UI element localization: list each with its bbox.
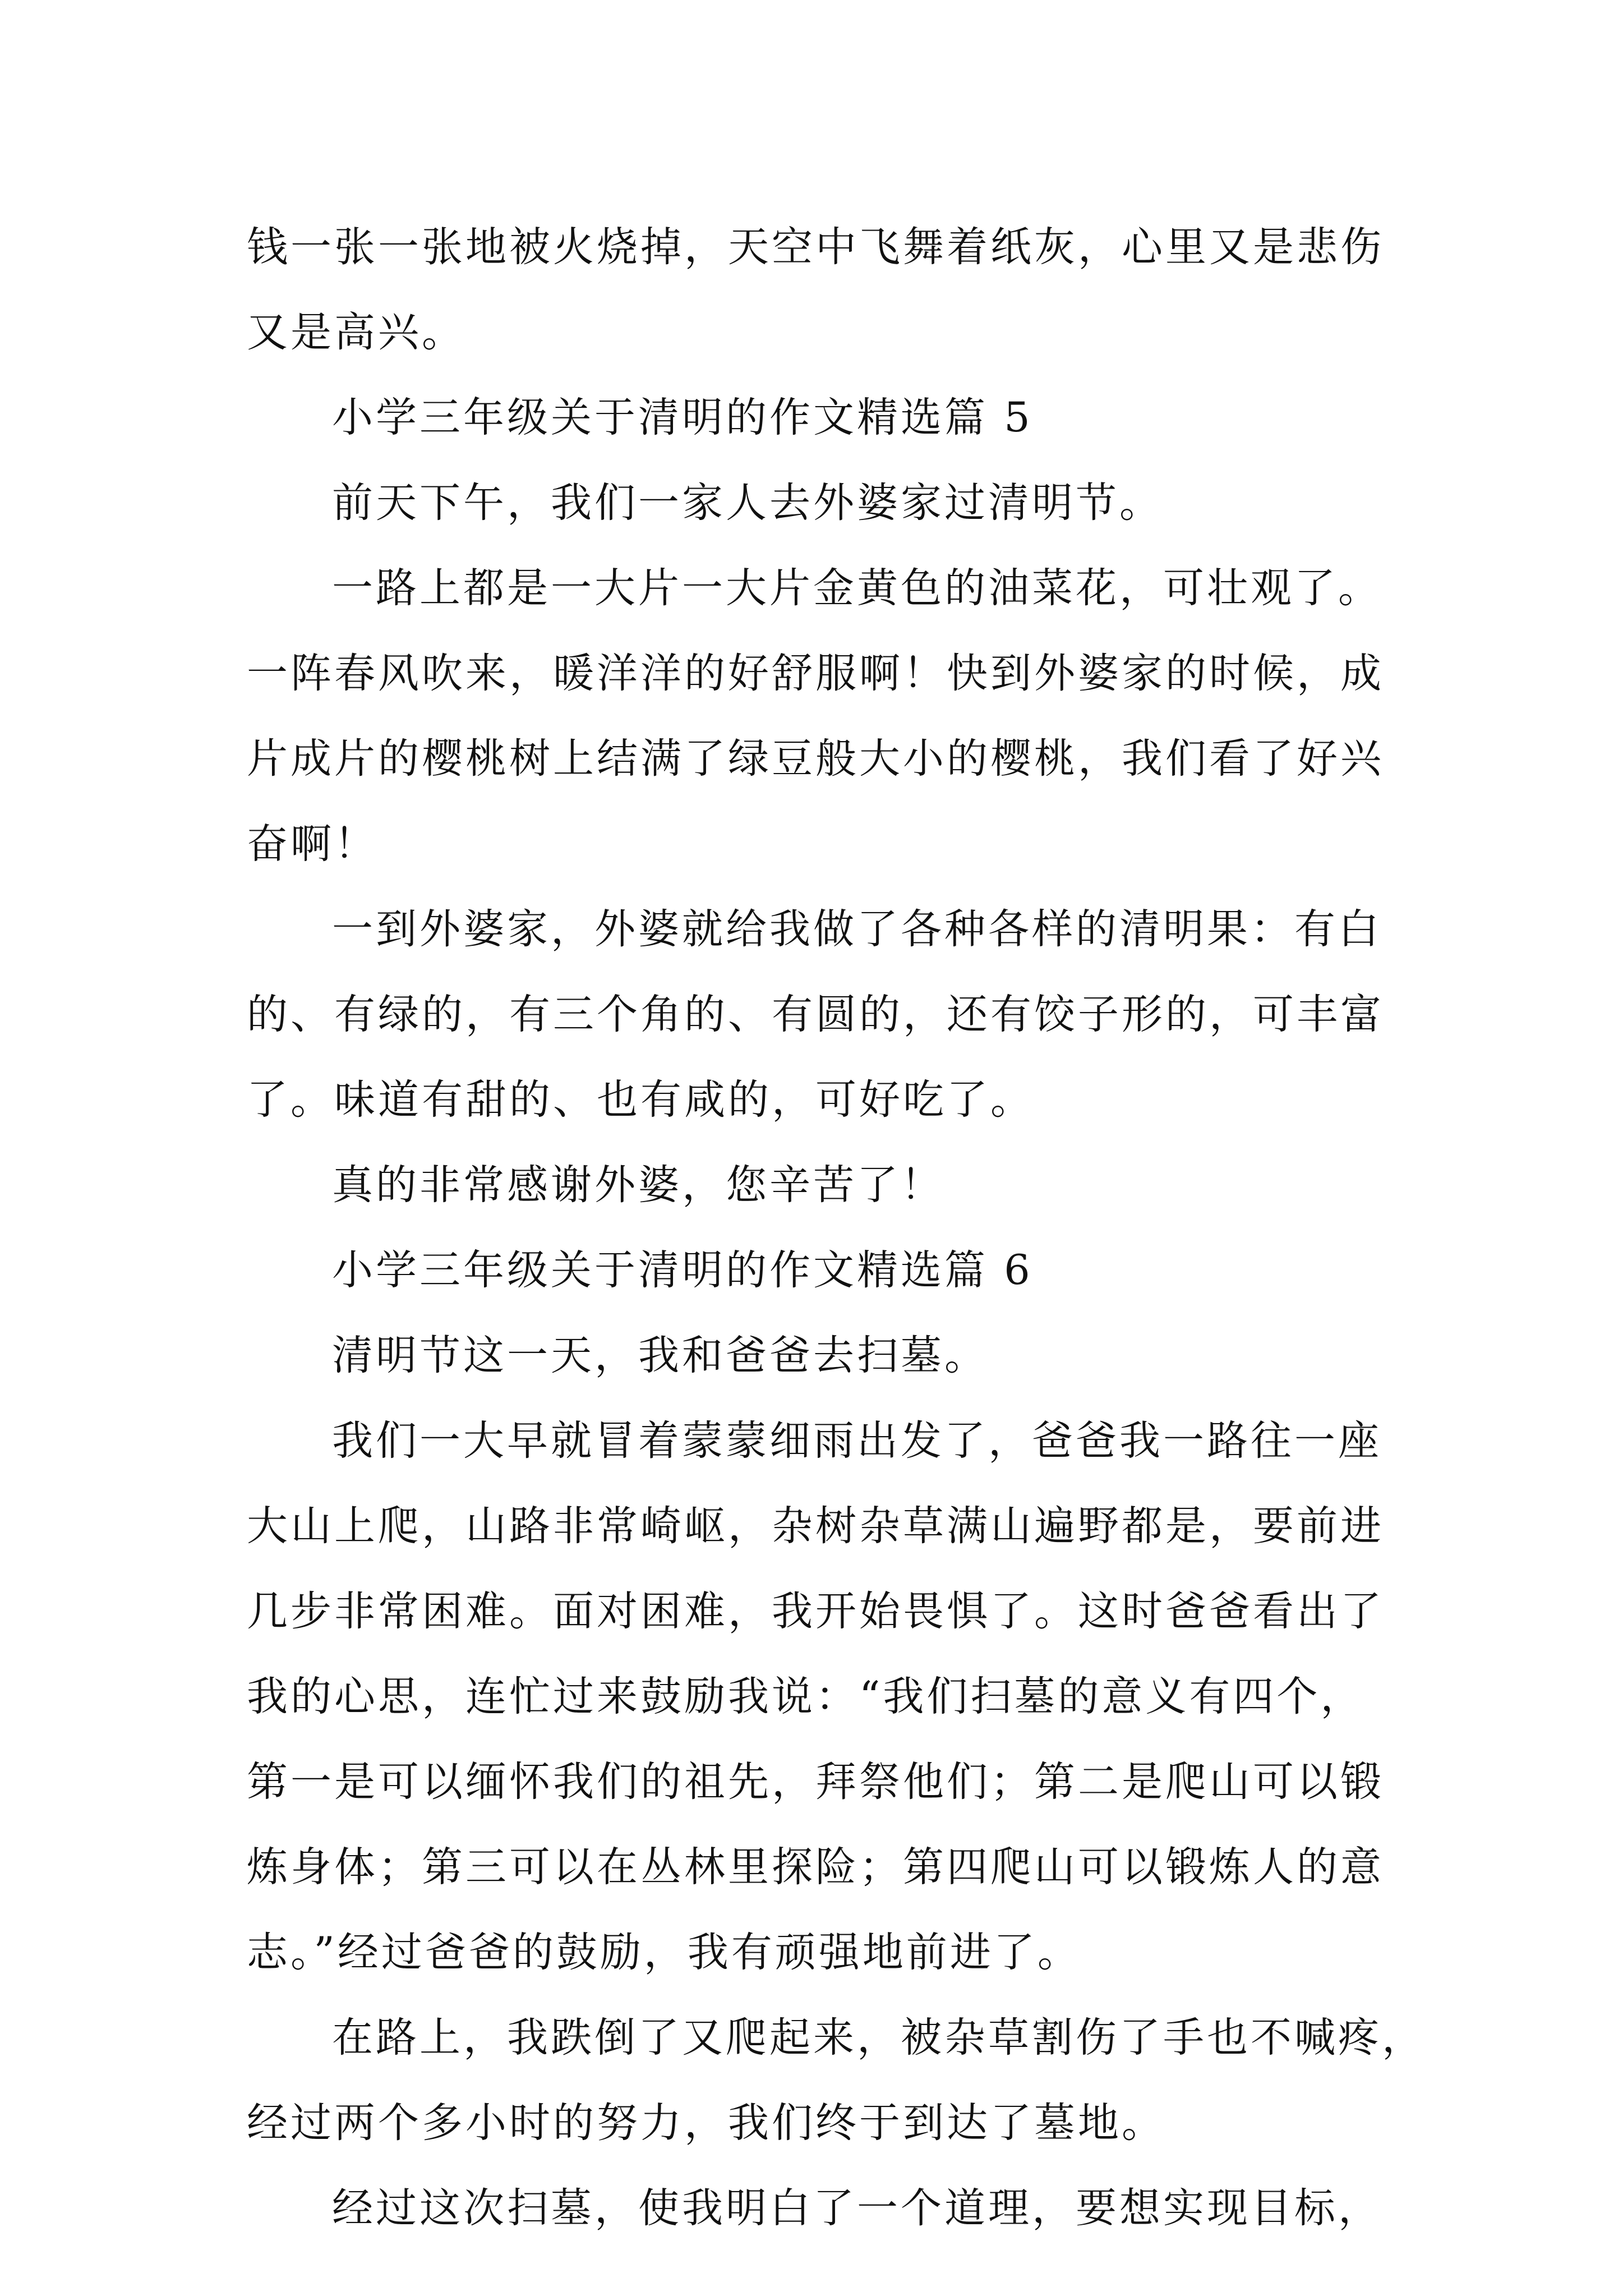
text-line: 一阵春风吹来，暖洋洋的好舒服啊！快到外婆家的时候，成: [247, 650, 1384, 697]
text-line: 一到外婆家，外婆就给我做了各种各样的清明果：有白: [332, 905, 1382, 953]
text-line: 我的心思，连忙过来鼓励我说：“我们扫墓的意义有四个，: [247, 1673, 1364, 1720]
text-line: 奋啊！: [247, 820, 378, 868]
text-line: 的、有绿的，有三个角的、有圆的，还有饺子形的，可丰富: [247, 991, 1384, 1038]
text-line: 片成片的樱桃树上结满了绿豆般大小的樱桃，我们看了好兴: [247, 735, 1384, 783]
document-body: [247, 205, 1426, 2251]
text-line: 大山上爬，山路非常崎岖，杂树杂草满山遍野都是，要前进: [247, 1502, 1384, 1550]
text-line: 小学三年级关于清明的作文精选篇 6: [332, 1246, 1033, 1294]
text-line: 小学三年级关于清明的作文精选篇 5: [332, 394, 1033, 441]
text-line: 真的非常感谢外婆，您辛苦了！: [332, 1161, 944, 1209]
text-line: 炼身体；第三可以在丛林里探险；第四爬山可以锻炼人的意: [247, 1843, 1384, 1891]
text-line: 又是高兴。: [247, 309, 465, 356]
text-line: 前天下午，我们一家人去外婆家过清明节。: [332, 479, 1163, 527]
text-line: 经过两个多小时的努力，我们终于到达了墓地。: [247, 2099, 1165, 2147]
text-line: 第一是可以缅怀我们的祖先，拜祭他们；第二是爬山可以锻: [247, 1758, 1384, 1806]
text-line: 在路上，我跌倒了又爬起来，被杂草割伤了手也不喊疼，: [332, 2014, 1426, 2062]
text-line: 钱一张一张地被火烧掉，天空中飞舞着纸灰，心里又是悲伤: [247, 223, 1384, 271]
text-line: 志。”经过爸爸的鼓励，我有顽强地前进了。: [247, 1929, 1081, 1976]
text-line: 我们一大早就冒着蒙蒙细雨出发了，爸爸我一路往一座: [332, 1417, 1382, 1465]
text-line: 经过这次扫墓，使我明白了一个道理，要想实现目标，: [332, 2184, 1382, 2232]
text-line: 一路上都是一大片一大片金黄色的油菜花，可壮观了。: [332, 564, 1382, 612]
text-line: 几步非常困难。面对困难，我开始畏惧了。这时爸爸看出了: [247, 1588, 1384, 1635]
text-line: 清明节这一天，我和爸爸去扫墓。: [332, 1332, 988, 1379]
text-line: 了。味道有甜的、也有咸的，可好吃了。: [247, 1076, 1034, 1124]
